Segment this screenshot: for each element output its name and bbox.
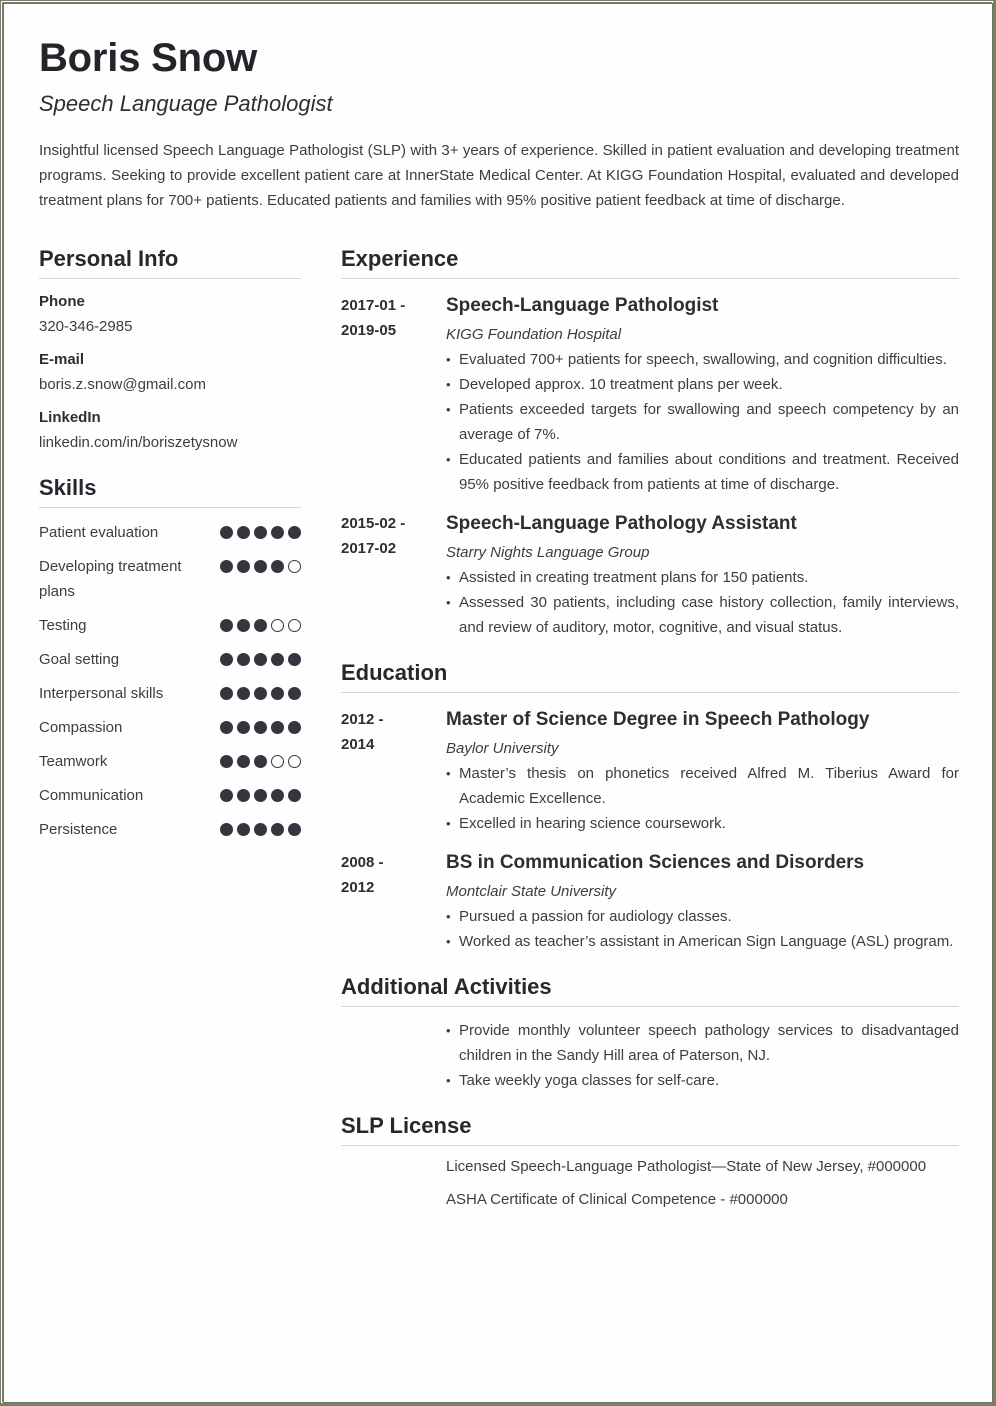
skill-row — [39, 554, 301, 604]
filled-dot-icon — [288, 687, 301, 700]
entry-date — [341, 707, 446, 836]
entry-organization: Starry Nights Language Group — [446, 544, 650, 561]
date-end: 2019-05 — [341, 322, 397, 339]
empty-dot-icon — [271, 755, 284, 768]
experience-entry — [341, 511, 959, 640]
license-body — [446, 1154, 959, 1212]
filled-dot-icon — [271, 653, 284, 666]
entry-body — [446, 707, 959, 836]
filled-dot-icon — [237, 823, 250, 836]
date-end: 2014 — [341, 736, 375, 753]
skills-list — [39, 520, 301, 842]
experience-heading: Experience — [341, 246, 959, 279]
bullet-item: • Patients exceeded targets for swallowing and speech competency by an average of 7%. — [446, 397, 959, 447]
skill-row — [39, 613, 301, 638]
activity-item: • Take weekly yoga classes for self-care. — [446, 1068, 959, 1093]
filled-dot-icon — [220, 755, 233, 768]
skill-rating — [220, 613, 301, 632]
bullet-item: • Evaluated 700+ patients for speech, swallowing, and cognition difficulties. — [446, 347, 959, 372]
education-entry — [341, 707, 959, 836]
bullet-item: • Educated patients and families about conditions and treatment. Received 95% positive feedback from patients at time of discharge. — [446, 447, 959, 497]
experience-section — [341, 246, 959, 640]
filled-dot-icon — [220, 526, 233, 539]
entry-title: Speech-Language Pathology Assistant — [446, 513, 797, 534]
bullet-item: • Pursued a passion for audiology classes. — [446, 904, 959, 929]
filled-dot-icon — [288, 789, 301, 802]
education-entry — [341, 850, 959, 954]
filled-dot-icon — [271, 823, 284, 836]
activities-body — [446, 1018, 959, 1093]
date-start: 2008 - — [341, 854, 384, 871]
filled-dot-icon — [254, 721, 267, 734]
skill-name: Interpersonal skills — [39, 685, 164, 702]
date-end: 2017-02 — [341, 540, 397, 557]
filled-dot-icon — [220, 560, 233, 573]
job-title: Speech Language Pathologist — [39, 91, 333, 116]
skill-rating — [220, 520, 301, 539]
filled-dot-icon — [237, 560, 250, 573]
entry-date — [341, 293, 446, 497]
filled-dot-icon — [220, 619, 233, 632]
empty-dot-icon — [288, 619, 301, 632]
filled-dot-icon — [220, 653, 233, 666]
skill-rating — [220, 783, 301, 802]
filled-dot-icon — [237, 755, 250, 768]
skill-name: Developing treatment plans — [39, 558, 182, 600]
bullet-item: • Assisted in creating treatment plans for 150 patients. — [446, 565, 959, 590]
skill-name: Compassion — [39, 719, 123, 736]
filled-dot-icon — [271, 687, 284, 700]
education-heading: Education — [341, 660, 959, 693]
filled-dot-icon — [271, 526, 284, 539]
skill-rating — [220, 554, 301, 573]
entry-bullets — [446, 347, 959, 497]
entry-title: Master of Science Degree in Speech Pathology — [446, 709, 870, 730]
skill-name: Teamwork — [39, 753, 108, 770]
filled-dot-icon — [271, 789, 284, 802]
right-column — [341, 246, 959, 1212]
filled-dot-icon — [288, 526, 301, 539]
email-label: E-mail — [39, 351, 85, 368]
entry-bullets — [446, 761, 959, 836]
filled-dot-icon — [271, 721, 284, 734]
skill-row — [39, 817, 301, 842]
filled-dot-icon — [254, 687, 267, 700]
activity-item: • Provide monthly volunteer speech pathology services to disadvantaged children in the Sandy Hill area of Paterson, NJ. — [446, 1018, 959, 1068]
skill-row — [39, 647, 301, 672]
skill-name: Patient evaluation — [39, 524, 159, 541]
filled-dot-icon — [288, 823, 301, 836]
bullet-item: • Master’s thesis on phonetics received Alfred M. Tiberius Award for Academic Excellence. — [446, 761, 959, 811]
filled-dot-icon — [237, 619, 250, 632]
left-column — [39, 246, 301, 842]
activities-bullets — [446, 1018, 959, 1093]
filled-dot-icon — [220, 687, 233, 700]
license-section — [341, 1113, 959, 1212]
entry-title: BS in Communication Sciences and Disorders — [446, 852, 865, 873]
experience-list — [341, 293, 959, 640]
education-section — [341, 660, 959, 954]
filled-dot-icon — [237, 721, 250, 734]
skill-name: Communication — [39, 787, 144, 804]
profile-summary: Insightful licensed Speech Language Pathologist (SLP) with 3+ years of experience. Skilled in patient evaluation and developing treatment programs. Seeking to provide excellent patient care at InnerState Medical Center. At KIGG Foundation Hospital, evaluated and developed treatment plans for 700+ patients. Educated patients and families with 95% positive patient feedback at time of discharge. — [39, 142, 959, 209]
license-line: Licensed Speech-Language Pathologist—State of New Jersey, #000000 — [446, 1158, 927, 1175]
activities-section — [341, 974, 959, 1093]
filled-dot-icon — [254, 789, 267, 802]
entry-body — [446, 511, 959, 640]
filled-dot-icon — [288, 653, 301, 666]
filled-dot-icon — [237, 687, 250, 700]
filled-dot-icon — [220, 721, 233, 734]
skill-name: Goal setting — [39, 651, 120, 668]
filled-dot-icon — [237, 526, 250, 539]
bullet-item: • Excelled in hearing science coursework. — [446, 811, 959, 836]
skill-row — [39, 749, 301, 774]
license-heading: SLP License — [341, 1113, 959, 1146]
phone-label: Phone — [39, 293, 85, 310]
email-value[interactable]: boris.z.snow@gmail.com — [39, 376, 206, 393]
empty-dot-icon — [288, 755, 301, 768]
filled-dot-icon — [254, 619, 267, 632]
experience-entry — [341, 293, 959, 497]
bullet-item: • Developed approx. 10 treatment plans per week. — [446, 372, 959, 397]
entry-body — [446, 850, 959, 954]
education-list — [341, 707, 959, 954]
activities-heading: Additional Activities — [341, 974, 959, 1007]
filled-dot-icon — [288, 721, 301, 734]
entry-date — [341, 511, 446, 640]
filled-dot-icon — [254, 526, 267, 539]
entry-body — [446, 293, 959, 497]
skill-row — [39, 681, 301, 706]
filled-dot-icon — [254, 560, 267, 573]
skill-rating — [220, 681, 301, 700]
skill-rating — [220, 817, 301, 836]
skill-rating — [220, 715, 301, 734]
skills-heading: Skills — [39, 475, 301, 508]
license-line: ASHA Certificate of Clinical Competence - #000000 — [446, 1191, 788, 1208]
date-end: 2012 — [341, 879, 375, 896]
filled-dot-icon — [220, 823, 233, 836]
entry-bullets — [446, 565, 959, 640]
date-start: 2015-02 - — [341, 515, 406, 532]
filled-dot-icon — [237, 653, 250, 666]
date-start: 2017-01 - — [341, 297, 406, 314]
linkedin-value[interactable]: linkedin.com/in/boriszetysnow — [39, 434, 238, 451]
filled-dot-icon — [254, 653, 267, 666]
filled-dot-icon — [271, 560, 284, 573]
entry-organization: KIGG Foundation Hospital — [446, 326, 622, 343]
skill-rating — [220, 749, 301, 768]
skill-rating — [220, 647, 301, 666]
filled-dot-icon — [254, 823, 267, 836]
personal-info-list — [39, 292, 301, 453]
bullet-item: • Worked as teacher’s assistant in American Sign Language (ASL) program. — [446, 929, 959, 954]
candidate-name: Boris Snow — [39, 36, 258, 80]
personal-info-heading: Personal Info — [39, 246, 301, 279]
entry-title: Speech-Language Pathologist — [446, 295, 719, 316]
date-start: 2012 - — [341, 711, 384, 728]
filled-dot-icon — [237, 789, 250, 802]
bullet-item: • Assessed 30 patients, including case history collection, family interviews, and review of auditory, motor, cognitive, and visual status. — [446, 590, 959, 640]
entry-organization: Montclair State University — [446, 883, 617, 900]
entry-bullets — [446, 904, 959, 954]
skill-name: Persistence — [39, 821, 118, 838]
skill-row — [39, 520, 301, 545]
skill-row — [39, 715, 301, 740]
skill-name: Testing — [39, 617, 87, 634]
filled-dot-icon — [220, 789, 233, 802]
filled-dot-icon — [254, 755, 267, 768]
resume-page — [3, 3, 993, 1403]
phone-value: 320-346-2985 — [39, 318, 133, 335]
entry-date — [341, 850, 446, 954]
empty-dot-icon — [271, 619, 284, 632]
linkedin-label: LinkedIn — [39, 409, 101, 426]
skill-row — [39, 783, 301, 808]
empty-dot-icon — [288, 560, 301, 573]
entry-organization: Baylor University — [446, 740, 559, 757]
